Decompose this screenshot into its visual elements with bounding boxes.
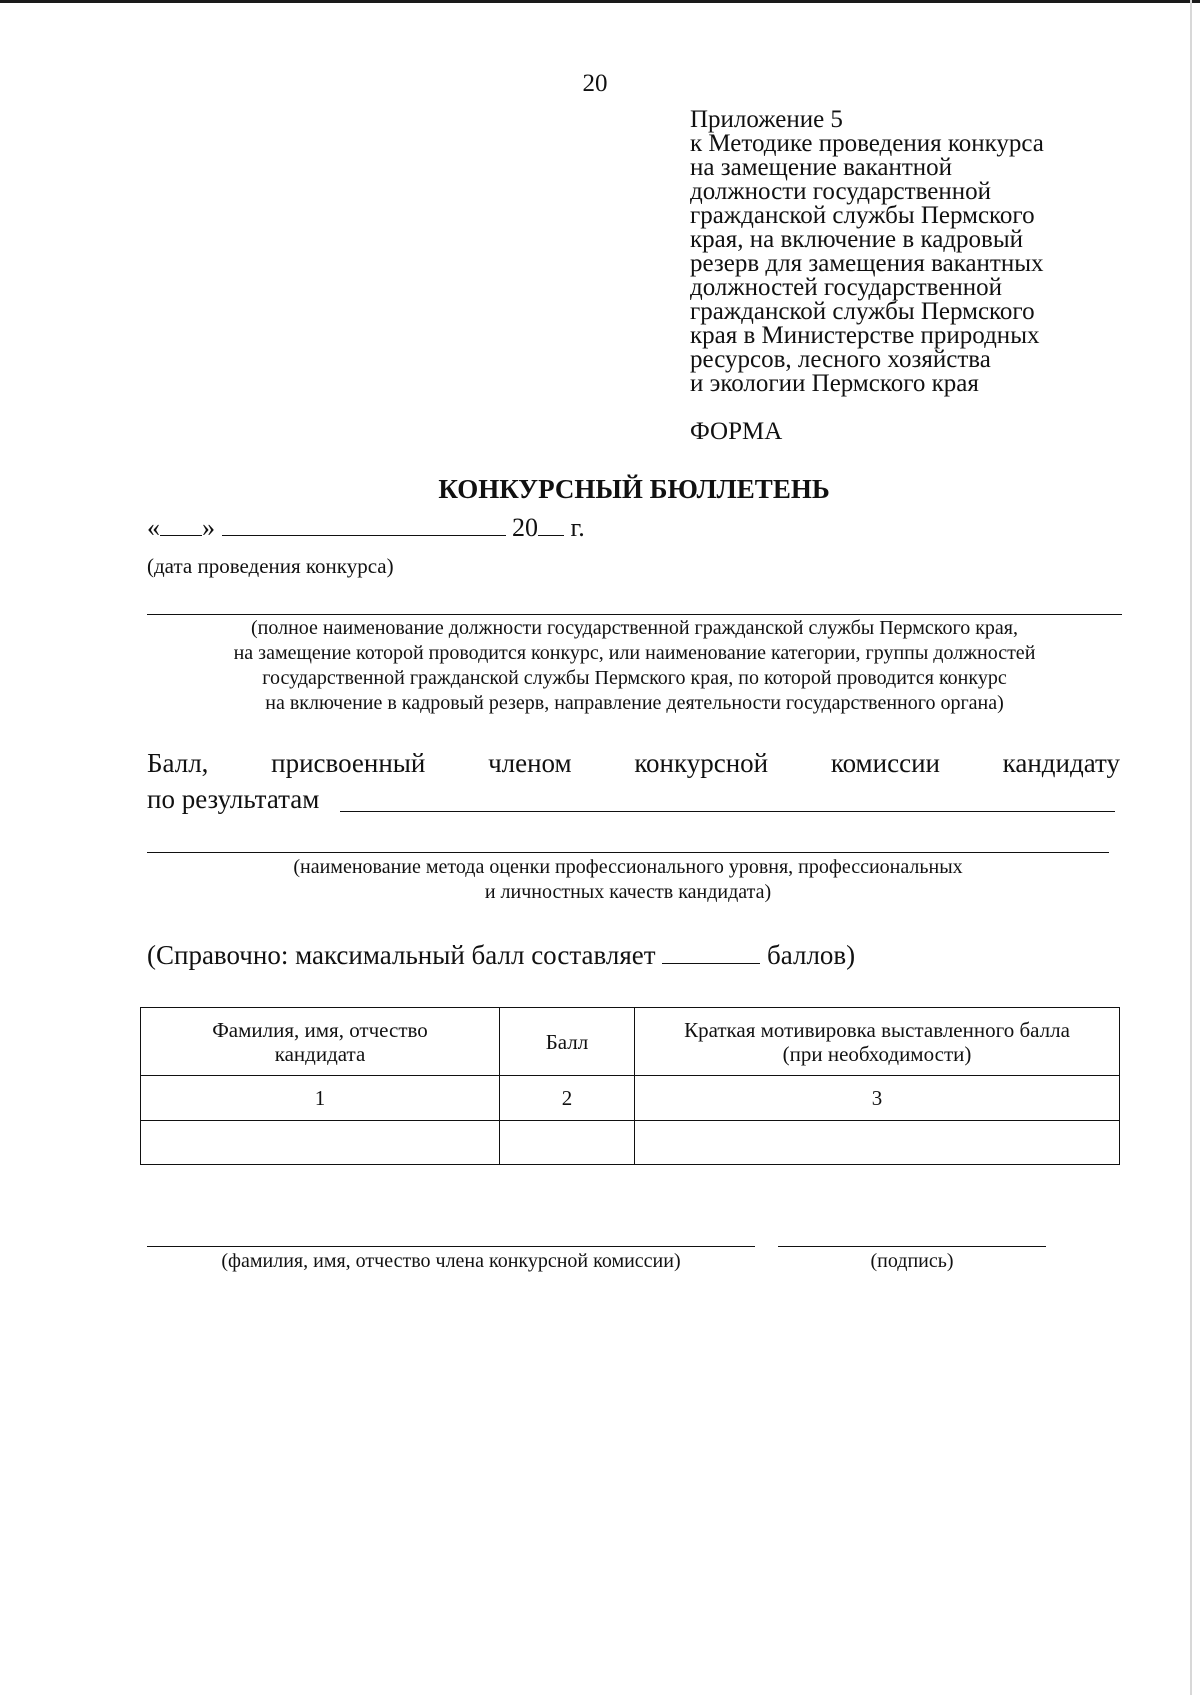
caption-line: (наименование метода оценки профессионального уровня, профессиональных xyxy=(293,856,963,878)
max-score-blank xyxy=(662,941,760,964)
appendix-line: гражданской службы Пермского xyxy=(690,298,1035,325)
scan-right-edge xyxy=(1190,0,1192,1695)
appendix-block xyxy=(690,108,1130,396)
column-number-1: 1 xyxy=(141,1076,500,1121)
method-caption xyxy=(147,855,1109,905)
caption-line: на замещение которой проводится конкурс, или наименование категории, группы должностей xyxy=(233,642,1036,664)
caption-line: (полное наименование должности государственной гражданской службы Пермского края, xyxy=(251,617,1018,639)
year-prefix: 20 xyxy=(512,513,538,542)
column-number-2: 2 xyxy=(500,1076,635,1121)
caption-line: государственной гражданской службы Пермского края, по которой проводится конкурс xyxy=(262,667,1007,689)
header-score: Балл xyxy=(500,1008,635,1076)
scan-top-edge xyxy=(0,0,1200,3)
appendix-line: резерв для замещения вакантных xyxy=(690,250,1044,277)
date-caption: (дата проведения конкурса) xyxy=(147,554,394,578)
score-word: конкурсной xyxy=(634,748,769,778)
close-quote: » xyxy=(202,513,215,542)
table-row xyxy=(141,1076,1120,1121)
reference-line xyxy=(147,940,855,971)
column-number-3: 3 xyxy=(635,1076,1120,1121)
score-word: Балл, xyxy=(147,748,209,778)
signature-blank-line xyxy=(778,1246,1046,1247)
reference-suffix: баллов) xyxy=(767,940,856,970)
empty-cell xyxy=(500,1121,635,1165)
caption-line: на включение в кадровый резерв, направление деятельности государственного органа) xyxy=(265,692,1004,714)
position-caption xyxy=(147,616,1122,716)
results-blank-line xyxy=(340,811,1115,812)
day-blank xyxy=(160,513,202,536)
method-blank-line xyxy=(147,852,1109,853)
appendix-line: и экологии Пермского края xyxy=(690,370,979,397)
appendix-line: края, на включение в кадровый xyxy=(690,226,1024,253)
caption-line: и личностных качеств кандидата) xyxy=(484,881,772,903)
member-name-caption: (фамилия, имя, отчество члена конкурсной комиссии) xyxy=(221,1250,681,1272)
score-line2-prefix: по результатам xyxy=(147,784,320,814)
score-word: кандидату xyxy=(1002,748,1120,778)
appendix-line: должности государственной xyxy=(690,178,991,205)
year-blank xyxy=(538,513,564,536)
ballot-table xyxy=(140,1007,1120,1165)
position-blank-line xyxy=(147,614,1122,615)
score-word: присвоенный xyxy=(271,748,426,778)
appendix-line: должностей государственной xyxy=(690,274,1003,301)
appendix-line: ресурсов, лесного хозяйства xyxy=(690,346,991,373)
score-word: членом xyxy=(488,748,572,778)
page-number: 20 xyxy=(582,70,608,97)
open-quote: « xyxy=(147,513,160,542)
appendix-line: к Методике проведения конкурса xyxy=(690,130,1044,157)
year-suffix: г. xyxy=(570,513,585,542)
document-title: КОНКУРСНЫЙ БЮЛЛЕТЕНЬ xyxy=(438,474,830,504)
date-fill-line xyxy=(147,513,947,543)
table-header-row xyxy=(141,1008,1120,1076)
member-name-blank-line xyxy=(147,1246,755,1247)
header-candidate-name: Фамилия, имя, отчество кандидата xyxy=(141,1008,500,1076)
form-label: ФОРМА xyxy=(690,418,783,445)
score-sentence-line1 xyxy=(147,748,1120,779)
month-blank xyxy=(222,513,506,536)
appendix-line: Приложение 5 xyxy=(690,106,843,133)
empty-cell xyxy=(141,1121,500,1165)
reference-prefix: (Справочно: максимальный балл составляет xyxy=(147,940,656,970)
appendix-line: края в Министерстве природных xyxy=(690,322,1040,349)
appendix-line: на замещение вакантной xyxy=(690,154,953,181)
header-motivation: Краткая мотивировка выставленного балла (при необходимости) xyxy=(635,1008,1120,1076)
score-word: комиссии xyxy=(830,748,940,778)
signature-caption: (подпись) xyxy=(870,1250,954,1272)
appendix-line: гражданской службы Пермского xyxy=(690,202,1035,229)
table-row xyxy=(141,1121,1120,1165)
empty-cell xyxy=(635,1121,1120,1165)
